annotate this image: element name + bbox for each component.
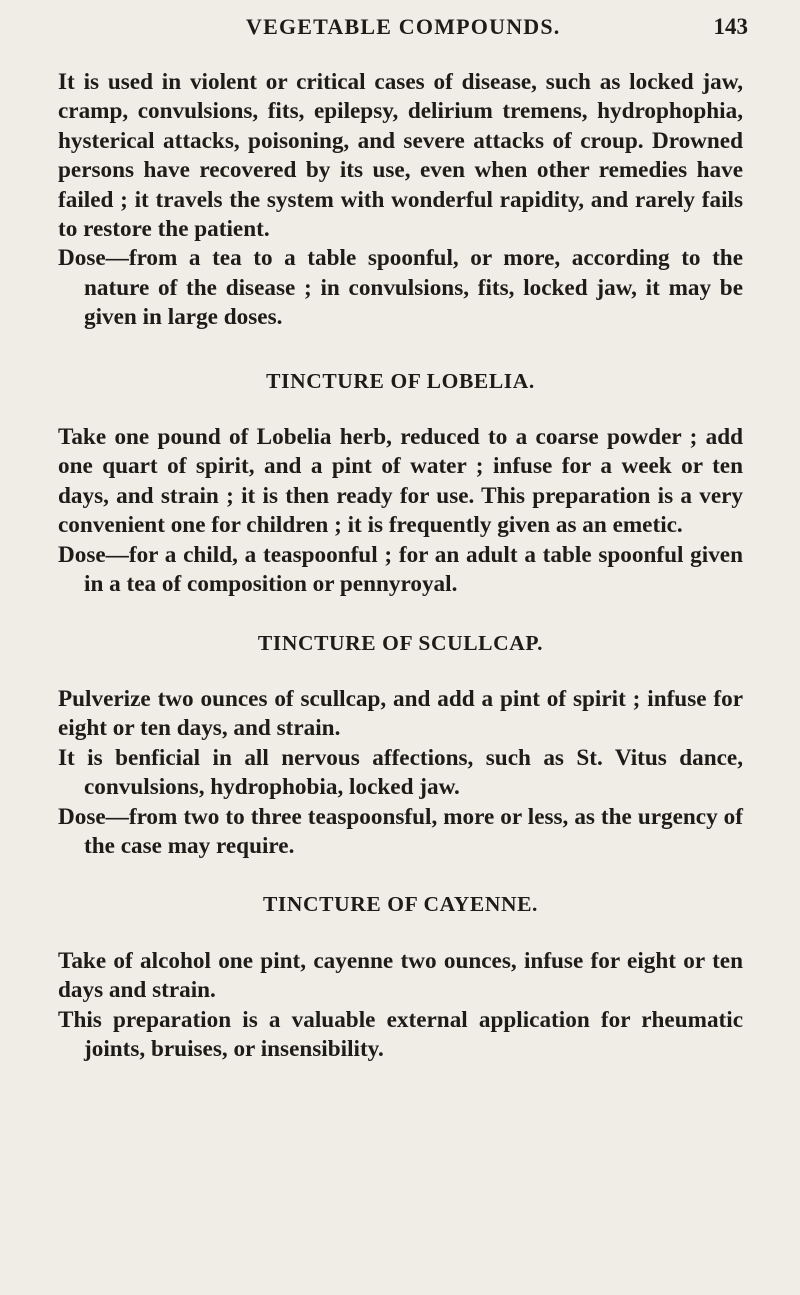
page-number: 143 xyxy=(713,14,748,39)
paragraph: Take one pound of Lobelia herb, reduced to a coarse powder ; add one quart of spirit, and a pint of water ; infuse for a week or ten days, and strain ; it is then ready for use. This preparation is a very convenient one for children ; it is frequently given as an emetic. xyxy=(58,424,743,539)
page-body xyxy=(58,68,743,1064)
paragraph: Pulverize two ounces of scullcap, and add a pint of spirit ; infuse for eight or ten days, and strain. xyxy=(58,685,743,742)
paragraph: This preparation is a valuable external application for rheumatic joints, bruises, or insensibility. xyxy=(58,1006,743,1062)
section-heading-lobelia: TINCTURE OF LOBELIA. xyxy=(266,368,535,393)
running-title: VEGETABLE COMPOUNDS. xyxy=(246,14,561,39)
paragraph: It is benficial in all nervous affections, such as St. Vitus dance, convulsions, hydrophobia, locked jaw. xyxy=(58,744,743,801)
dose-paragraph: Dose—from a tea to a table spoonful, or more, according to the nature of the disease ; in convulsions, fits, locked jaw, it may be given in large doses. xyxy=(58,245,743,331)
paragraph: It is used in violent or critical cases of disease, such as locked jaw, cramp, convulsions, fits, epilepsy, delirium tremens, hydrophophia, hysterical attacks, poisoning, and severe attacks of croup. Drowned persons have recovered by its use, even when other remedies have failed ; it travels the system with wonderful rapidity, and rarely fails to restore the patient. xyxy=(58,69,743,243)
section-heading-scullcap: TINCTURE OF SCULLCAP. xyxy=(257,630,544,655)
paragraph: Take of alcohol one pint, cayenne two ounces, infuse for eight or ten days and strain. xyxy=(58,947,743,1004)
section-heading-cayenne: TINCTURE OF CAYENNE. xyxy=(262,892,539,917)
dose-paragraph: Dose—from two to three teaspoonsful, more or less, as the urgency of the case may require. xyxy=(58,803,743,859)
dose-paragraph: Dose—for a child, a teaspoonful ; for an adult a table spoonful given in a tea of composition or pennyroyal. xyxy=(58,541,743,598)
